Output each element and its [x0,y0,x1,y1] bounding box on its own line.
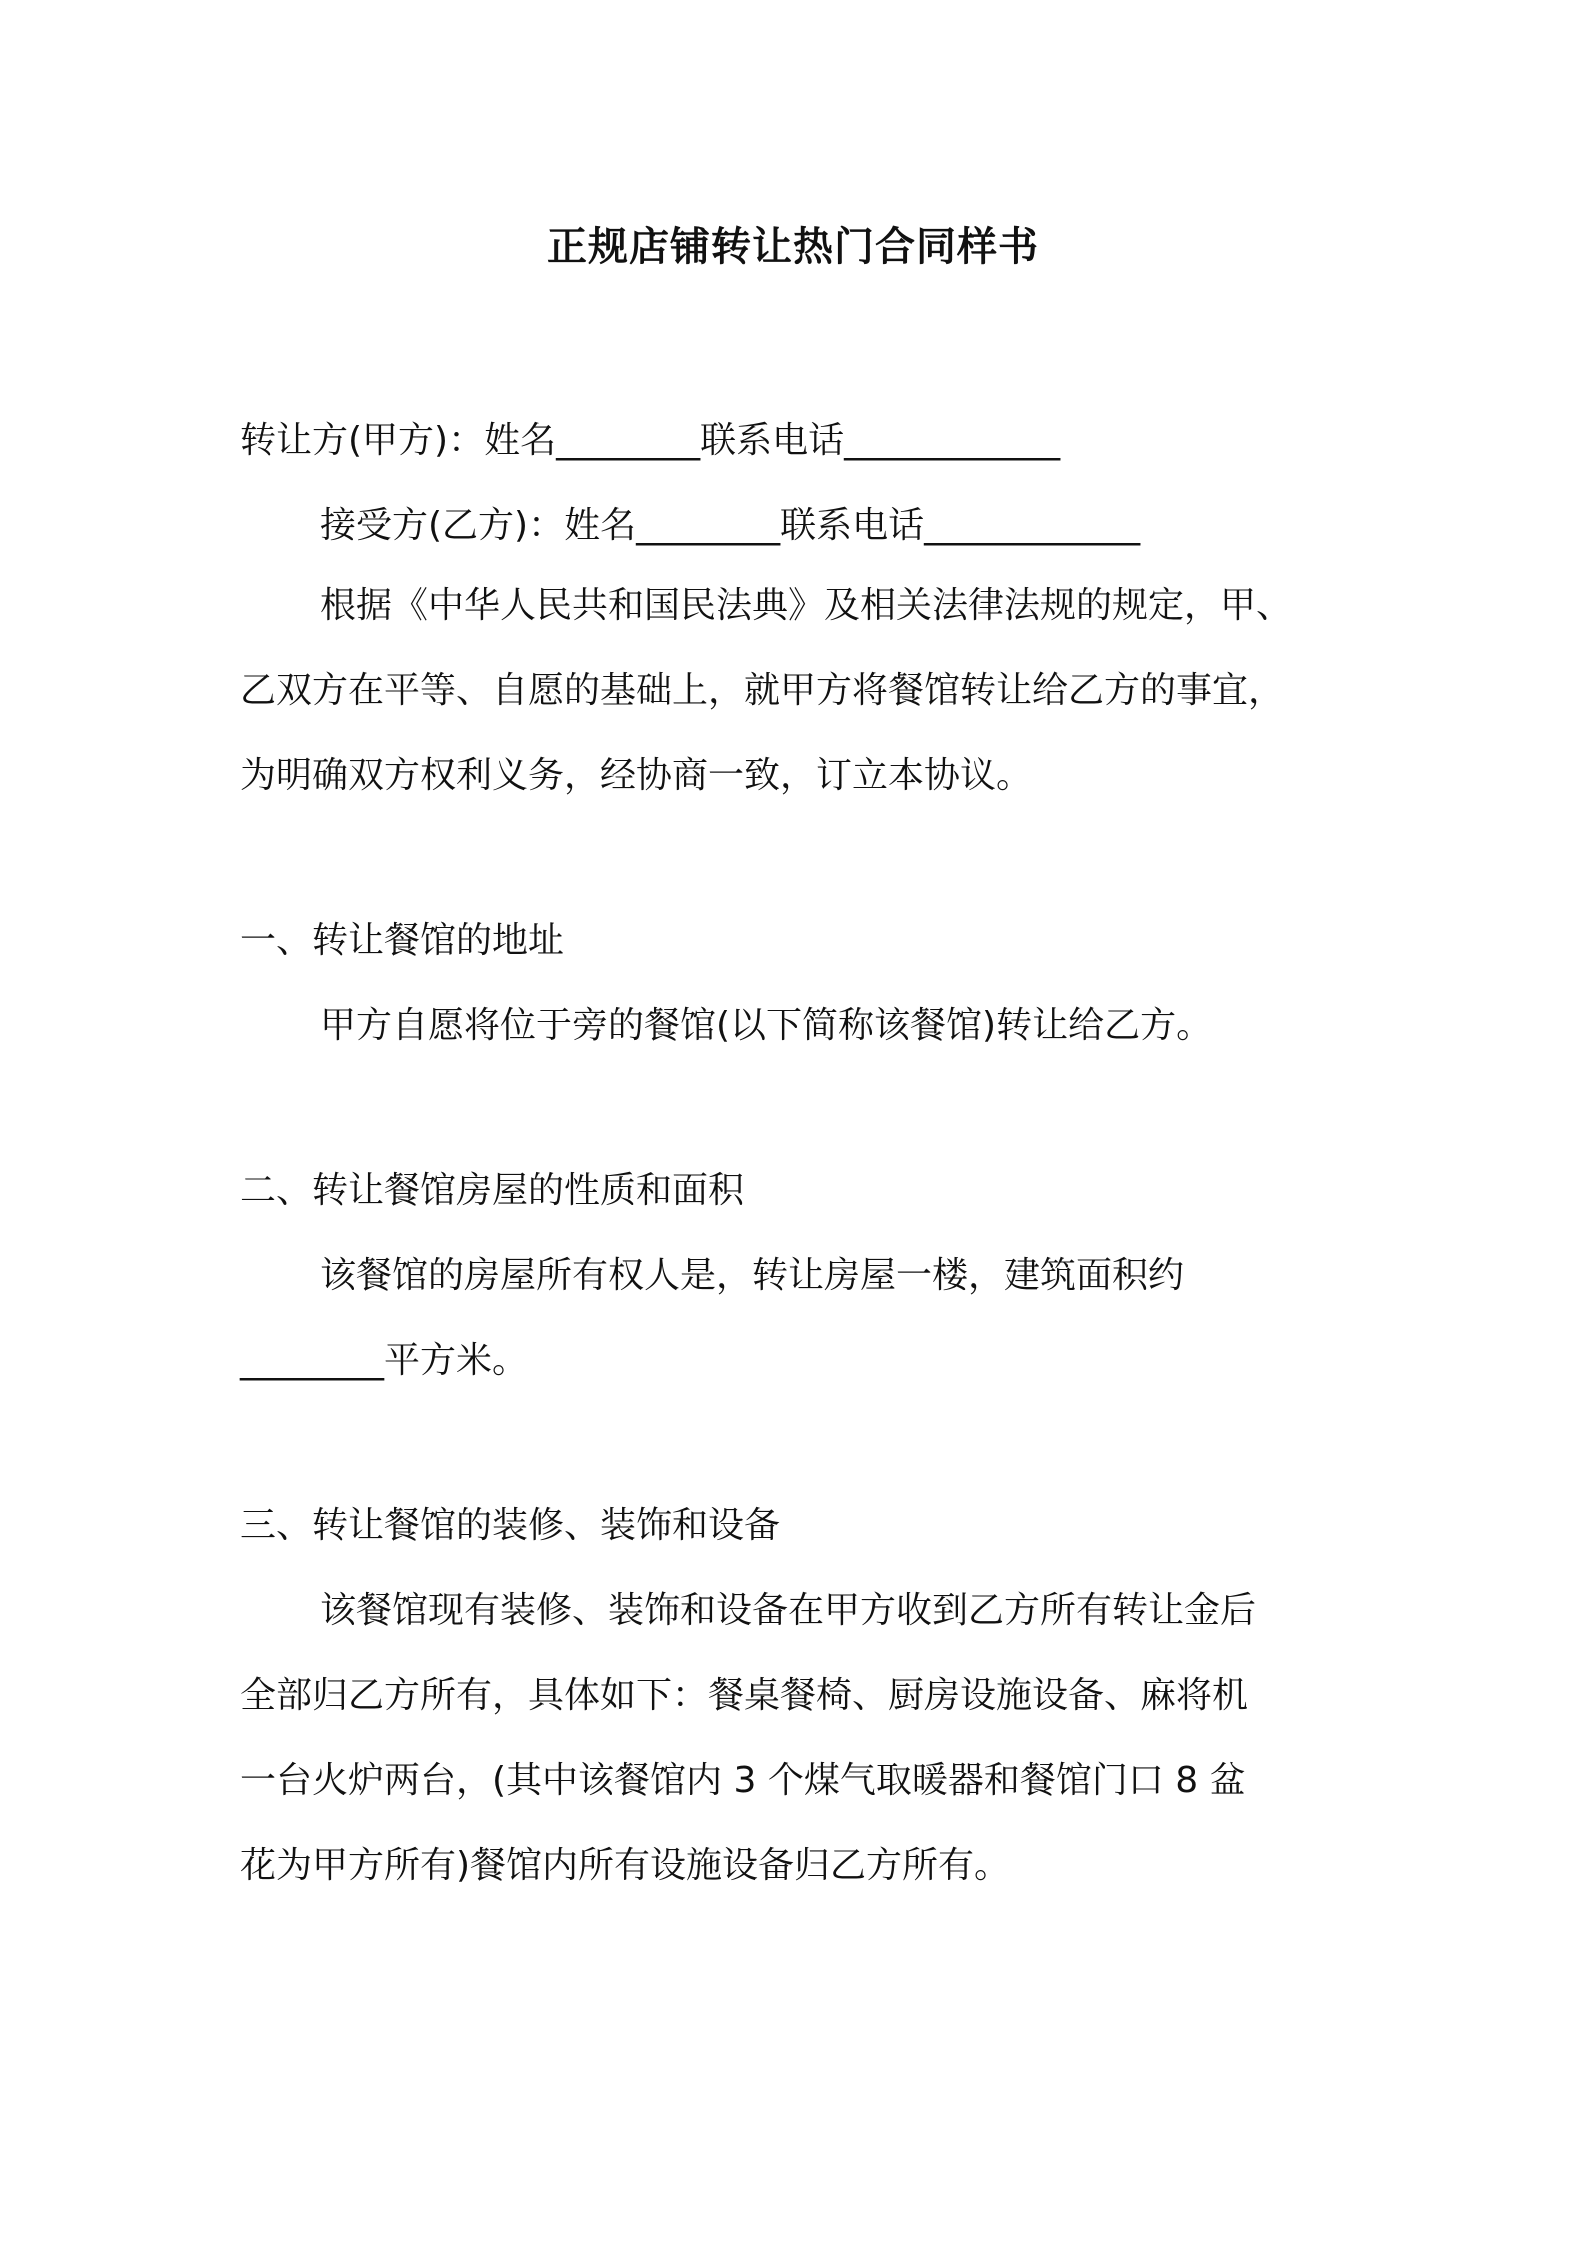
section-3-body-4: 花为甲方所有)餐馆内所有设施设备归乙方所有。 [240,1845,1011,1886]
intro-line-2: 乙双方在平等、自愿的基础上，就甲方将餐馆转让给乙方的事宜， [240,670,1285,711]
section-2-body-2: ________平方米。 [240,1340,529,1381]
section-3-body-2: 全部归乙方所有，具体如下：餐桌餐椅、厨房设施设备、麻将机 [240,1675,1249,1716]
section-1-body: 甲方自愿将位于旁的餐馆(以下简称该餐馆)转让给乙方。 [320,1005,1213,1046]
section-3-body-3: 一台火炉两台，(其中该餐馆内 3 个煤气取暖器和餐馆门口 8 盆 [240,1760,1246,1801]
transferor-line: 转让方(甲方)：姓名________联系电话____________ [240,420,1061,461]
section-2-heading: 二、转让餐馆房屋的性质和面积 [240,1170,745,1211]
section-2-body-1: 该餐馆的房屋所有权人是，转让房屋一楼，建筑面积约 [320,1255,1185,1296]
section-1-heading: 一、转让餐馆的地址 [240,920,565,961]
document-title: 正规店铺转让热门合同样书 [547,224,1039,270]
intro-line-3: 为明确双方权利义务，经协商一致，订立本协议。 [240,755,1033,796]
section-3-heading: 三、转让餐馆的装修、装饰和设备 [240,1505,781,1546]
transferee-line: 接受方(乙方)：姓名________联系电话____________ [320,505,1141,546]
section-3-body-1: 该餐馆现有装修、装饰和设备在甲方收到乙方所有转让金后 [320,1590,1257,1631]
intro-line-1: 根据《中华人民共和国民法典》及相关法律法规的规定，甲、 [320,585,1293,626]
